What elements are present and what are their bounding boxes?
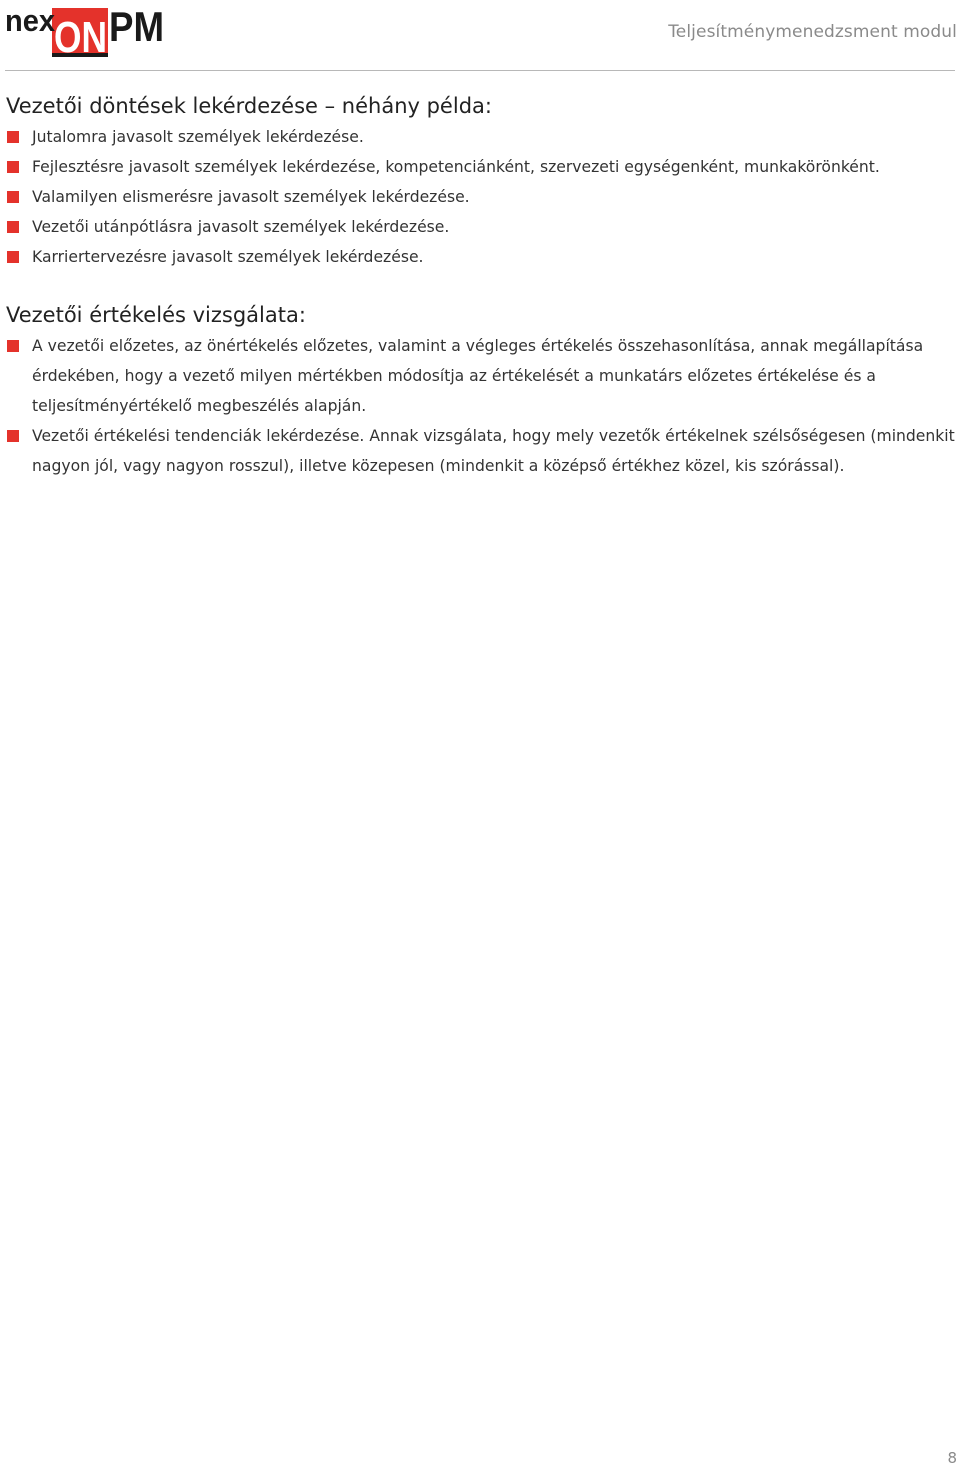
nexonpm-logo bbox=[5, 2, 165, 62]
list-item bbox=[6, 212, 956, 242]
module-title: Teljesítménymenedzsment modul bbox=[668, 22, 957, 42]
list-item-text: Vezetői értékelési tendenciák lekérdezése. Annak vizsgálata, hogy mely vezetők értékelnek szélsőségesen (mindenkit nagyon jól, vagy nagyon rosszul), illetve közepesen (mindenkit a középső értékhez közel, kis szórással). bbox=[32, 427, 955, 475]
page-number: 8 bbox=[947, 1449, 957, 1467]
section-heading: Vezetői értékelés vizsgálata: bbox=[6, 303, 306, 327]
bullet-square-icon bbox=[7, 161, 19, 173]
logo-text-pm: PM bbox=[109, 3, 164, 50]
logo-text-nex: nex bbox=[5, 3, 56, 38]
list-item-text: Fejlesztésre javasolt személyek lekérdezése, kompetenciánként, szervezeti egységenként, munkakörönként. bbox=[32, 158, 880, 176]
header-divider bbox=[5, 70, 955, 71]
bullet-square-icon bbox=[7, 251, 19, 263]
bullet-square-icon bbox=[7, 191, 19, 203]
list-item bbox=[6, 331, 956, 421]
bullet-square-icon bbox=[7, 131, 19, 143]
list-item bbox=[6, 182, 956, 212]
logo-text-on: ON bbox=[54, 13, 107, 62]
list-item bbox=[6, 122, 956, 152]
bullet-square-icon bbox=[7, 430, 19, 442]
section-manager-decisions bbox=[6, 92, 956, 272]
list-item-text: Vezetői utánpótlásra javasolt személyek lekérdezése. bbox=[32, 218, 450, 236]
bullet-square-icon bbox=[7, 340, 19, 352]
list-item-text: Karriertervezésre javasolt személyek lekérdezése. bbox=[32, 248, 424, 266]
list-item bbox=[6, 421, 956, 481]
list-item-text: A vezetői előzetes, az önértékelés előzetes, valamint a végleges értékelés összehasonlítása, annak megállapítása érdekében, hogy a vezető milyen mértékben módosítja az értékelését a munkatárs előzetes értékelése és a teljesítményértékelő megbeszélés alapján. bbox=[32, 337, 924, 415]
list-item-text: Valamilyen elismerésre javasolt személyek lekérdezése. bbox=[32, 188, 470, 206]
list-item-text: Jutalomra javasolt személyek lekérdezése. bbox=[32, 128, 364, 146]
bullet-list bbox=[6, 331, 956, 481]
bullet-list bbox=[6, 122, 956, 272]
list-item bbox=[6, 242, 956, 272]
bullet-square-icon bbox=[7, 221, 19, 233]
section-manager-evaluation bbox=[6, 301, 956, 481]
list-item bbox=[6, 152, 956, 182]
section-heading: Vezetői döntések lekérdezése – néhány példa: bbox=[6, 94, 492, 118]
